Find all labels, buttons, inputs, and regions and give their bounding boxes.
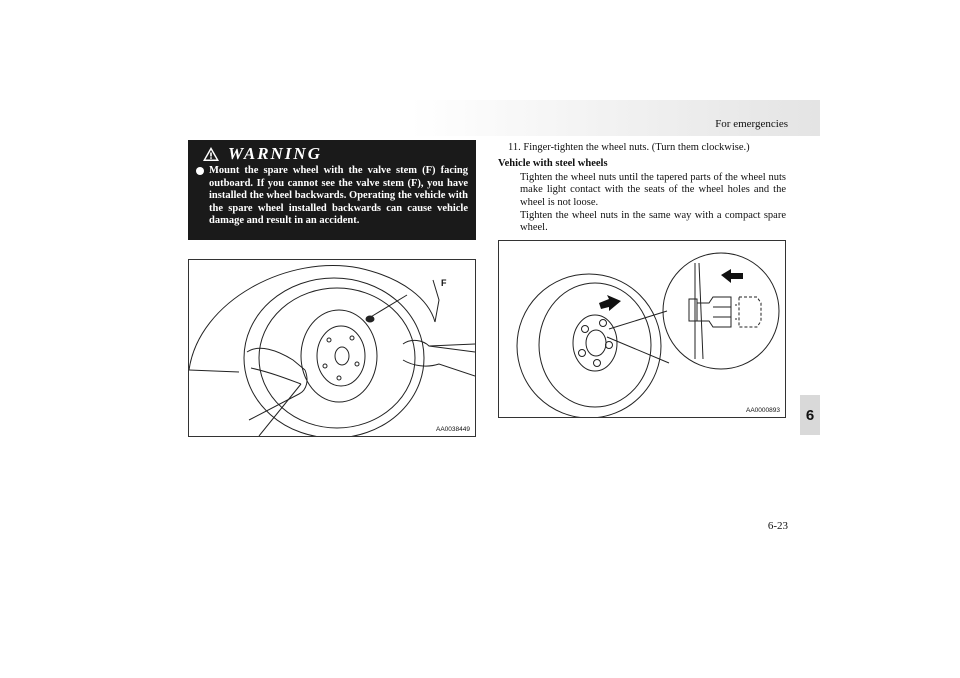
bullet-icon — [196, 167, 204, 175]
warning-triangle-icon — [202, 146, 220, 162]
paragraph-1: Tighten the wheel nuts until the tapered parts of the wheel nuts make light contact with the seats of the wheel holes and the wheel is not loose. — [520, 172, 786, 208]
figure-code: AA0038449 — [436, 426, 470, 433]
header-title: For emergencies — [715, 118, 788, 130]
warning-box — [188, 140, 476, 240]
figure-spare-wheel-mounting — [188, 259, 476, 437]
figure-code: AA0000893 — [746, 407, 780, 414]
figure-wheel-nuts — [498, 240, 786, 418]
warning-body — [196, 165, 468, 228]
callout-label-f: F — [441, 278, 447, 288]
warning-title: WARNING — [228, 144, 322, 163]
wheel-nut-illustration — [499, 241, 785, 417]
warning-header — [196, 143, 468, 165]
paragraph-2: Tighten the wheel nuts in the same way with a compact spare wheel. — [520, 210, 786, 234]
spare-wheel-illustration — [189, 260, 475, 436]
chapter-tab: 6 — [800, 395, 820, 435]
page-number: 6-23 — [767, 520, 788, 532]
warning-text: Mount the spare wheel with the valve stem (F) facing outboard. If you cannot see the valve stem (F), you have installed the wheel backwards. Operating the vehicle with the spare wheel installed backwards can cause vehicle damage and result in an accident. — [209, 165, 468, 227]
step-11: 11. Finger-tighten the wheel nuts. (Turn them clockwise.) — [508, 142, 750, 153]
subheading-steel-wheels: Vehicle with steel wheels — [498, 158, 608, 169]
